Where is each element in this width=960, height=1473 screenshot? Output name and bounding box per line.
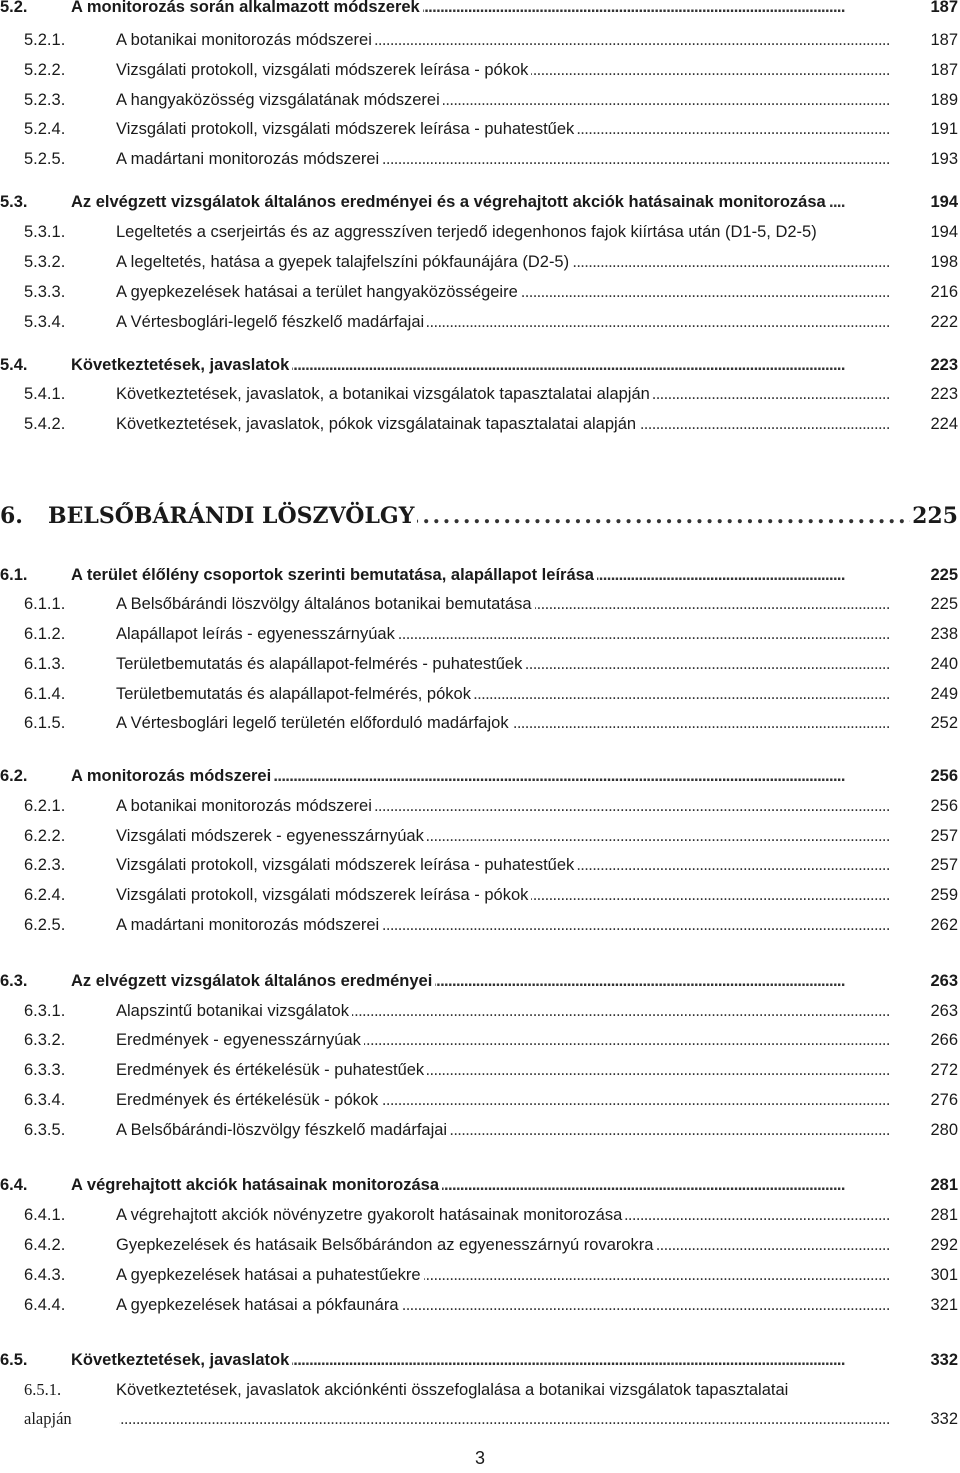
entry-page: 280 xyxy=(930,1121,958,1139)
toc-entry[interactable] xyxy=(0,1377,960,1403)
toc-entry[interactable] xyxy=(0,968,960,994)
toc-entry[interactable] xyxy=(0,710,960,736)
entry-page: 225 xyxy=(930,566,958,584)
entry-page: 301 xyxy=(930,1266,958,1284)
entry-number: 6.3.2. xyxy=(24,1031,66,1049)
entry-number: 5.4. xyxy=(0,356,28,374)
entry-number: 5.3.4. xyxy=(24,313,66,331)
entry-title: Eredmények és értékelésük - puhatestűek . . . xyxy=(116,1057,914,1083)
entry-number: 5.4.2. xyxy=(24,415,66,433)
entry-page: 223 xyxy=(930,385,958,403)
toc-entry[interactable] xyxy=(0,1087,960,1113)
entry-title: Alapállapot leírás - egyenesszárnyúak . . . xyxy=(116,621,914,647)
entry-page: 281 xyxy=(930,1176,958,1194)
entry-title: Az elvégzett vizsgálatok általános eredményei . . . xyxy=(71,968,914,994)
entry-page: 187 xyxy=(930,0,958,16)
entry-title: Vizsgálati protokoll, vizsgálati módszerek leírása - puhatestűek . . . xyxy=(116,852,914,878)
entry-page: 257 xyxy=(930,827,958,845)
entry-number: 6.1.4. xyxy=(24,685,66,703)
entry-page: 225 xyxy=(912,503,958,529)
entry-page: 238 xyxy=(930,625,958,643)
entry-title: Vizsgálati protokoll, vizsgálati módszerek leírása - puhatestűek . . . xyxy=(116,116,914,142)
entry-page: 263 xyxy=(930,972,958,990)
toc-entry[interactable] xyxy=(0,116,960,142)
entry-number: 5.3.2. xyxy=(24,253,66,271)
entry-page: 249 xyxy=(930,685,958,703)
entry-page: 281 xyxy=(930,1206,958,1224)
entry-number: 5.2.2. xyxy=(24,61,66,79)
entry-title xyxy=(116,1406,914,1432)
toc-entry[interactable] xyxy=(0,189,960,215)
entry-number: 6.5. xyxy=(0,1351,28,1369)
entry-number: 5.2.1. xyxy=(24,31,66,49)
entry-title: Területbemutatás és alapállapot-felmérés, pókok . . . xyxy=(116,681,914,707)
entry-number: 6.4.3. xyxy=(24,1266,66,1284)
entry-title: A gyepkezelések hatásai a pókfaunára . . . xyxy=(116,1292,914,1318)
entry-number: 6.2.1. xyxy=(24,797,66,815)
entry-number: 5.3.1. xyxy=(24,223,66,241)
entry-title: Következtetések, javaslatok, pókok vizsgálatainak tapasztalatai alapján . . . xyxy=(116,411,914,437)
entry-title: Következtetések, javaslatok, a botanikai vizsgálatok tapasztalatai alapján . . . xyxy=(116,381,914,407)
toc-entry[interactable] xyxy=(0,1292,960,1318)
entry-number: 5.2. xyxy=(0,0,28,16)
entry-title: A végrehajtott akciók növényzetre gyakorolt hatásainak monitorozása . . . xyxy=(116,1202,914,1228)
entry-page: 193 xyxy=(930,150,958,168)
entry-page: 292 xyxy=(930,1236,958,1254)
entry-page: 189 xyxy=(930,91,958,109)
entry-title: A botanikai monitorozás módszerei . . . xyxy=(116,27,914,53)
entry-title: A gyepkezelések hatásai a terület hangyaközösségeire . . . xyxy=(116,279,914,305)
entry-number: 6.3.1. xyxy=(24,1002,66,1020)
toc-entry[interactable] xyxy=(0,411,960,437)
entry-page: 272 xyxy=(930,1061,958,1079)
entry-title: A Belsőbárándi-löszvölgy fészkelő madárfajai . . . xyxy=(116,1117,914,1143)
entry-page: 225 xyxy=(930,595,958,613)
entry-title: A monitorozás során alkalmazott módszerek . . . xyxy=(71,0,914,20)
toc-entry[interactable] xyxy=(0,823,960,849)
entry-title: Területbemutatás és alapállapot-felmérés - puhatestűek . . . xyxy=(116,651,914,677)
entry-title: A legeltetés, hatása a gyepek talajfelszíni pókfaunájára (D2-5) . . . xyxy=(116,249,914,275)
entry-title: Eredmények és értékelésük - pókok . . . xyxy=(116,1087,914,1113)
entry-page: 266 xyxy=(930,1031,958,1049)
entry-page: 194 xyxy=(930,223,958,241)
entry-title: Gyepkezelések és hatásaik Belsőbárándon az egyenesszárnyú rovarokra . . . xyxy=(116,1232,914,1258)
entry-page: 198 xyxy=(930,253,958,271)
entry-title: Következtetések, javaslatok akciónkénti összefoglalása a botanikai vizsgálatok tapasztalatai xyxy=(116,1377,960,1403)
toc-entry[interactable] xyxy=(0,763,960,789)
toc-entry[interactable] xyxy=(0,219,960,245)
entry-number: 6.1.2. xyxy=(24,625,66,643)
entry-number: 6.2. xyxy=(0,767,28,785)
entry-page: 224 xyxy=(930,415,958,433)
entry-title: A Vértesboglári legelő területén előforduló madárfajok . . . xyxy=(116,710,914,736)
entry-title: A végrehajtott akciók hatásainak monitorozása . . . xyxy=(71,1172,914,1198)
entry-page: 256 xyxy=(930,767,958,785)
entry-number: 6.4.2. xyxy=(24,1236,66,1254)
entry-page: 187 xyxy=(930,31,958,49)
entry-title: Következtetések, javaslatok . . . xyxy=(71,1347,914,1373)
toc-entry[interactable] xyxy=(0,681,960,707)
entry-number: 6.4. xyxy=(0,1176,28,1194)
entry-number: 6.1.5. xyxy=(24,714,66,732)
entry-title: BELSŐBÁRÁNDI LÖSZVÖLGY . . . xyxy=(48,500,910,532)
entry-title: A madártani monitorozás módszerei . . . xyxy=(116,146,914,172)
entry-title: Az elvégzett vizsgálatok általános eredményei és a végrehajtott akciók hatásainak monitorozása . . . xyxy=(71,189,904,215)
entry-title: A Belsőbárándi löszvölgy általános botanikai bemutatása . . . xyxy=(116,591,914,617)
toc-entry[interactable] xyxy=(0,279,960,305)
entry-number: 6.1.1. xyxy=(24,595,66,613)
entry-page: 194 xyxy=(930,193,958,211)
entry-title: Következtetések, javaslatok . . . xyxy=(71,352,914,378)
entry-number: 6.1.3. xyxy=(24,655,66,673)
entry-title: A monitorozás módszerei . . . xyxy=(71,763,914,789)
entry-title: A hangyaközösség vizsgálatának módszerei . . . xyxy=(116,87,914,113)
entry-title: A botanikai monitorozás módszerei . . . xyxy=(116,793,914,819)
entry-page: 252 xyxy=(930,714,958,732)
entry-page: 191 xyxy=(930,120,958,138)
entry-title: A madártani monitorozás módszerei . . . xyxy=(116,912,914,938)
entry-title: Eredmények - egyenesszárnyúak . . . xyxy=(116,1027,914,1053)
entry-title: Vizsgálati protokoll, vizsgálati módszerek leírása - pókok . . . xyxy=(116,57,914,83)
entry-number: 6.2.2. xyxy=(24,827,66,845)
entry-number: 6.3.5. xyxy=(24,1121,66,1139)
toc-entry[interactable] xyxy=(0,87,960,113)
entry-number: 6.4.1. xyxy=(24,1206,66,1224)
entry-number: 6.2.4. xyxy=(24,886,66,904)
entry-title: Vizsgálati protokoll, vizsgálati módszerek leírása - pókok . . . xyxy=(116,882,914,908)
entry-number: 5.3.3. xyxy=(24,283,66,301)
entry-title: A gyepkezelések hatásai a puhatestűekre . . . xyxy=(116,1262,914,1288)
toc-entry[interactable] xyxy=(0,998,960,1024)
toc-entry[interactable] xyxy=(0,57,960,83)
toc-entry[interactable] xyxy=(0,1172,960,1198)
entry-title: Alapszintű botanikai vizsgálatok . . . xyxy=(116,998,914,1024)
toc-entry[interactable] xyxy=(0,912,960,938)
entry-title: A terület élőlény csoportok szerinti bemutatása, alapállapot leírása . . . xyxy=(71,562,914,588)
entry-page: 257 xyxy=(930,856,958,874)
entry-number: 6. xyxy=(0,503,23,529)
toc-entry[interactable] xyxy=(0,146,960,172)
entry-page: 222 xyxy=(930,313,958,331)
entry-number: 6.2.5. xyxy=(24,916,66,934)
toc-entry[interactable] xyxy=(0,1232,960,1258)
entry-number: 5.3. xyxy=(0,193,28,211)
entry-page: 256 xyxy=(930,797,958,815)
entry-page: 262 xyxy=(930,916,958,934)
entry-title: Legeltetés a cserjeirtás és az aggresszíven terjedő idegenhonos fajok kiírtása után (D1-5, D2-5) xyxy=(116,219,924,245)
toc-entry[interactable] xyxy=(0,249,960,275)
entry-page: 321 xyxy=(930,1296,958,1314)
toc-entry[interactable] xyxy=(0,1347,960,1373)
entry-number: 6.2.3. xyxy=(24,856,66,874)
toc-entry[interactable] xyxy=(0,1117,960,1143)
entry-number: 5.4.1. xyxy=(24,385,66,403)
toc-entry-continuation[interactable] xyxy=(0,1406,960,1432)
entry-number: 5.2.4. xyxy=(24,120,66,138)
toc-entry[interactable] xyxy=(0,621,960,647)
entry-number: 6.4.4. xyxy=(24,1296,66,1314)
toc-entry[interactable] xyxy=(0,1202,960,1228)
entry-page: 332 xyxy=(930,1351,958,1369)
entry-number: 6.1. xyxy=(0,566,28,584)
entry-number: 6.3.4. xyxy=(24,1091,66,1109)
entry-number: 6.3.3. xyxy=(24,1061,66,1079)
entry-number: 6.5.1. xyxy=(24,1380,62,1399)
toc-entry[interactable] xyxy=(0,352,960,378)
toc-chapter-entry[interactable] xyxy=(0,500,960,532)
entry-page: 259 xyxy=(930,886,958,904)
entry-number: 5.2.5. xyxy=(24,150,66,168)
entry-page: 187 xyxy=(930,61,958,79)
toc-entry[interactable] xyxy=(0,381,960,407)
toc-entry[interactable] xyxy=(0,562,960,588)
entry-number: 5.2.3. xyxy=(24,91,66,109)
page-number: 3 xyxy=(474,1448,485,1468)
toc-entry[interactable] xyxy=(0,651,960,677)
entry-title: Vizsgálati módszerek - egyenesszárnyúak . . . xyxy=(116,823,914,849)
entry-page: 263 xyxy=(930,1002,958,1020)
entry-page: 240 xyxy=(930,655,958,673)
entry-title: A Vértesboglári-legelő fészkelő madárfajai . . . xyxy=(116,309,914,335)
entry-page: 216 xyxy=(930,283,958,301)
toc-entry[interactable] xyxy=(0,1057,960,1083)
toc-entry[interactable] xyxy=(0,882,960,908)
entry-page: 223 xyxy=(930,356,958,374)
toc-entry[interactable] xyxy=(0,1262,960,1288)
toc-entry[interactable] xyxy=(0,27,960,53)
toc-entry[interactable] xyxy=(0,0,960,20)
entry-number: alapján xyxy=(24,1409,72,1428)
toc-entry[interactable] xyxy=(0,852,960,878)
toc-entry[interactable] xyxy=(0,309,960,335)
entry-page: 276 xyxy=(930,1091,958,1109)
toc-entry[interactable] xyxy=(0,591,960,617)
entry-number: 6.3. xyxy=(0,972,28,990)
toc-entry[interactable] xyxy=(0,1027,960,1053)
toc-entry[interactable] xyxy=(0,793,960,819)
entry-page: 332 xyxy=(930,1410,958,1428)
